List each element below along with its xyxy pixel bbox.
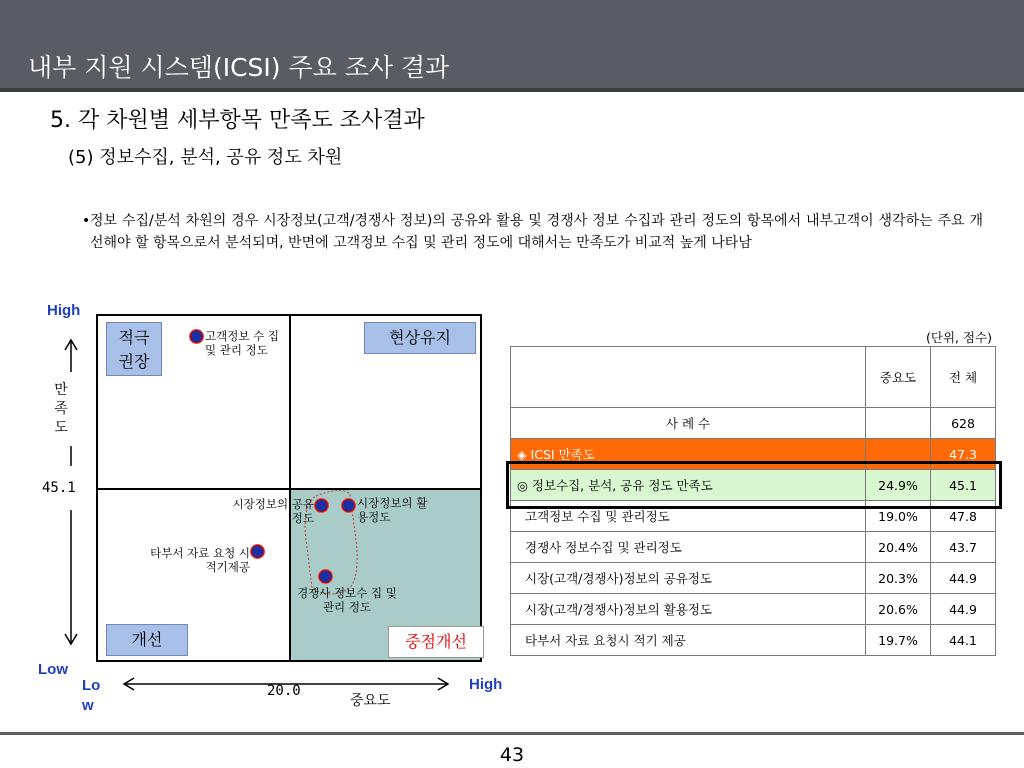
y-axis-title-char: 도 <box>54 420 68 436</box>
table-cell-importance: 24.9% <box>866 470 931 501</box>
point-market-use <box>342 499 355 512</box>
quadrant-label-improve: 개선 <box>106 624 188 656</box>
table-cell-total: 43.7 <box>931 532 996 563</box>
quadrant-label-text: 적극 권장 <box>118 328 150 371</box>
table-highlight-box <box>506 461 1002 509</box>
point-competitor-info <box>319 570 332 583</box>
table-row <box>511 563 996 594</box>
point-label-market-use: 시장정보의 활용정도 <box>357 496 428 524</box>
table-cell-total: 45.1 <box>931 470 996 501</box>
table-row-sample <box>511 408 996 439</box>
table-row <box>511 625 996 656</box>
y-axis-high-label: High <box>47 302 81 319</box>
table-cell-label: ◈ ICSI 만족도 <box>511 439 866 470</box>
table-cell-total: 44.9 <box>931 563 996 594</box>
table-cell-label: 시장(고객/경쟁사)정보의 활용정도 <box>511 594 866 625</box>
table-cell-importance: 19.7% <box>866 625 931 656</box>
point-timely-data <box>251 545 264 558</box>
bullet-marker: • <box>82 213 91 229</box>
bullet-text: 정보 수집/분석 차원의 경우 시장정보(고객/경쟁사 정보)의 공유와 활용 및 경쟁사 정보 수집과 관리 정도의 항목에서 내부고객이 생각하는 주요 개선해야 할 항목으로서 분석되며, 반면에 고객정보 수집 및 관리 정도에 대해서는 만족도가 비교적 높게 나타남 <box>90 213 983 251</box>
x-axis-title: 중요도 <box>350 693 391 709</box>
point-label-competitor-info: 경쟁사 정보수 집 및 관리 정도 <box>297 586 397 614</box>
footer-divider <box>0 732 1024 735</box>
table-cell-label: 경쟁사 정보수집 및 관리정도 <box>511 532 866 563</box>
table-cell-importance: 19.0% <box>866 501 931 532</box>
table-header-label <box>511 347 866 408</box>
table-cell-total: 628 <box>931 408 996 439</box>
quadrant-label-maintain: 현상유지 <box>364 322 476 354</box>
table-cell-label: 고객정보 수집 및 관리정도 <box>511 501 866 532</box>
table-header-row <box>511 347 996 408</box>
table-cell-label: ◎ 정보수집, 분석, 공유 정도 만족도 <box>511 470 866 501</box>
table-cell-total: 47.3 <box>931 439 996 470</box>
table-cell-label: 사 례 수 <box>511 408 866 439</box>
table-cell-total: 47.8 <box>931 501 996 532</box>
table-header-importance: 중요도 <box>866 347 931 408</box>
section-title: 5. 각 차원별 세부항목 만족도 조사결과 <box>50 108 425 133</box>
y-axis-low-label: Low <box>38 661 68 678</box>
point-market-share <box>315 499 328 512</box>
y-axis-title-char: 만 <box>54 382 68 398</box>
table-row <box>511 594 996 625</box>
slide-title: 내부 지원 시스템(ICSI) 주요 조사 결과 <box>28 53 450 82</box>
y-axis-title-char: 족 <box>54 401 68 417</box>
table-cell-importance: 20.6% <box>866 594 931 625</box>
point-label-market-share: 시장정보의 공유 정도 <box>232 497 314 525</box>
point-customer-info <box>190 330 203 343</box>
quadrant-label-focus-improve: 중점개선 <box>388 626 484 658</box>
table-header-total: 전 체 <box>931 347 996 408</box>
x-axis-mid-value: 20.0 <box>267 683 301 699</box>
table-cell-importance: 20.3% <box>866 563 931 594</box>
point-label-timely-data: 타부서 자료 요청 시 적기제공 <box>150 546 250 574</box>
x-axis-low-label: Lo w <box>82 677 101 714</box>
x-axis-high-label: High <box>469 676 503 693</box>
table-cell-importance: 20.4% <box>866 532 931 563</box>
table-cell-total: 44.9 <box>931 594 996 625</box>
sub-title: (5) 정보수집, 분석, 공유 정도 차원 <box>68 147 343 168</box>
page-number: 43 <box>499 744 525 766</box>
point-label-customer-info: 고객정보 수 집 및 관리 정도 <box>205 329 279 357</box>
table-cell-label: 타부서 자료 요청시 적기 제공 <box>511 625 866 656</box>
table-cell-label: 시장(고객/경쟁사)정보의 공유정도 <box>511 563 866 594</box>
table-cell-importance <box>866 408 931 439</box>
y-axis-mid-value: 45.1 <box>42 480 76 496</box>
unit-label: (단위, 점수) <box>926 330 993 345</box>
table-cell-total: 44.1 <box>931 625 996 656</box>
table-row <box>511 532 996 563</box>
